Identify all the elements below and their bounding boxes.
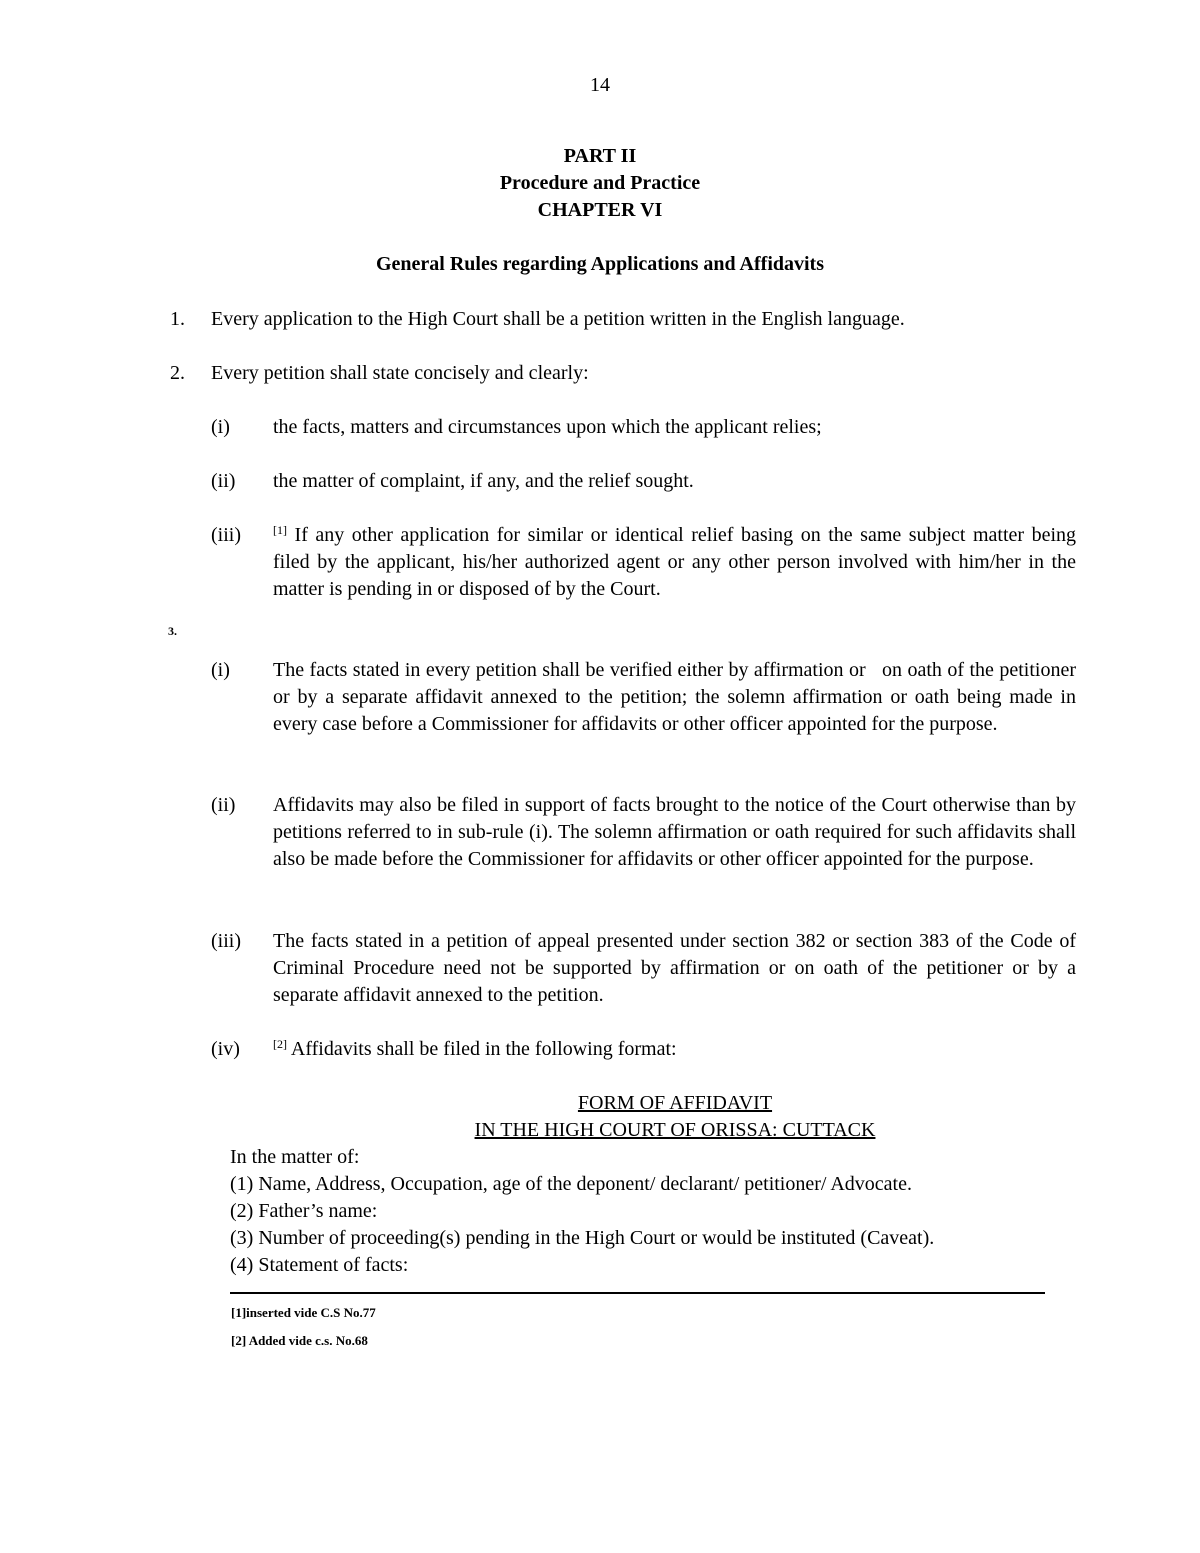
clause-number: (iii)	[211, 524, 241, 546]
clause-number: (ii)	[211, 470, 236, 492]
rule-number: 1.	[170, 308, 185, 330]
clause-number: (iv)	[211, 1038, 240, 1060]
form-title: FORM OF AFFIDAVIT	[577, 1092, 773, 1114]
rule-text: Every petition shall state concisely and clearly:	[211, 362, 589, 384]
clause-text: the facts, matters and circumstances upon which the applicant relies;	[273, 416, 822, 438]
clause-text: If any other application for similar or identical relief basing on the same subject matter being filed by the applicant, his/her authorized agent or any other person involved with him/her in the matter is pending in or disposed of by the Court.	[273, 524, 1077, 600]
footnote-divider	[230, 1292, 1045, 1294]
section-title: General Rules regarding Applications and Affidavits	[375, 253, 824, 275]
clause-text: Affidavits shall be filed in the following format:	[290, 1038, 677, 1060]
form-item: (2) Father’s name:	[230, 1200, 378, 1222]
rule-text: Every application to the High Court shall be a petition written in the English language.	[211, 308, 905, 330]
clause-number: (i)	[211, 416, 230, 438]
footnote-ref: [1]	[273, 523, 287, 537]
form-item: (4) Statement of facts:	[230, 1254, 409, 1276]
chapter-heading: CHAPTER VI	[537, 199, 663, 221]
form-court: IN THE HIGH COURT OF ORISSA: CUTTACK	[474, 1119, 876, 1141]
form-item: (3) Number of proceeding(s) pending in the High Court or would be instituted (Caveat).	[230, 1227, 935, 1249]
form-intro: In the matter of:	[230, 1146, 360, 1168]
clause-number: (i)	[211, 659, 230, 681]
rule-number: 2.	[170, 362, 185, 384]
footnote: [2] Added vide c.s. No.68	[231, 1333, 368, 1348]
clause-body	[273, 522, 1076, 603]
clause-number: (ii)	[211, 794, 236, 816]
form-item: (1) Name, Address, Occupation, age of the deponent/ declarant/ petitioner/ Advocate.	[230, 1173, 912, 1195]
clause-text: The facts stated in every petition shall be verified either by affirmation or on oath of the petitioner or by a separate affidavit annexed to the petition; the solemn affirmation or oath being made in every case before a Commissioner for affidavits or other officer appointed for the purpose.	[273, 659, 1081, 735]
clause-number: (iii)	[211, 930, 241, 952]
clause-text: the matter of complaint, if any, and the relief sought.	[273, 470, 694, 492]
clause-body	[273, 1036, 1076, 1063]
part-subtitle: Procedure and Practice	[499, 172, 701, 194]
part-heading: PART II	[563, 145, 637, 167]
clause-text: Affidavits may also be filed in support of facts brought to the notice of the Court otherwise than by petitions referred to in sub-rule (i). The solemn affirmation or oath required for such affidavits shall also be made before the Commissioner for affidavits or other officer appointed for the purpose.	[273, 794, 1076, 870]
page-number: 14	[590, 74, 610, 96]
footnote-ref: [2]	[273, 1037, 287, 1051]
clause-text: The facts stated in a petition of appeal presented under section 382 or section 383 of the Code of Criminal Procedure need not be supported by affirmation or on oath of the petitioner or by a separate affidavit annexed to the petition.	[273, 930, 1076, 1006]
rule-3-number: 3.	[168, 624, 177, 638]
footnote: [1]inserted vide C.S No.77	[231, 1305, 376, 1320]
